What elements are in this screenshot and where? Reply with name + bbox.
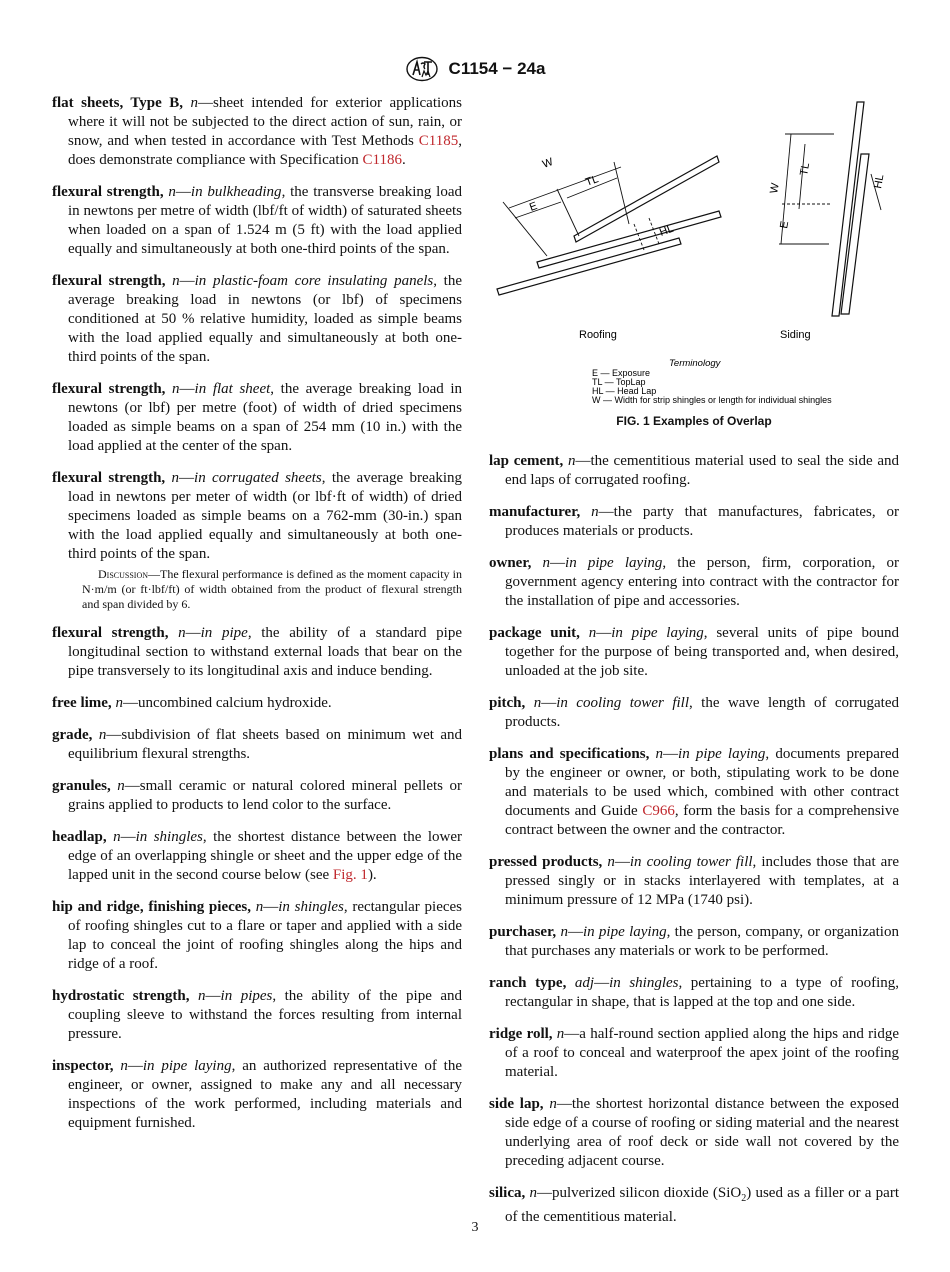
part-of-speech: n	[529, 1185, 537, 1201]
definition-text: , the ability of a standard pipe longitudinal section to withstand external loads that bear on the pipe transversely to its longitudinal axis and induce bending.	[68, 625, 463, 679]
defined-term: silica,	[489, 1185, 526, 1201]
defined-term: plans and specifications,	[489, 746, 650, 762]
cross-reference-link[interactable]: Fig. 1	[332, 867, 368, 883]
definition-entry: purchaser, n—in pipe laying, the person, company, or organization that purchases any materials or work to be performed.	[489, 924, 899, 959]
subject-field: in shingles	[278, 899, 344, 915]
definition-entry: flexural strength, n—in plastic-foam core insulating panels, the average breaking load in newtons (or lbf) of specimens conditioned at 50 % relative humidity, loaded as simple beams with the load applied equally and simultaneously at both one-third points of the span.	[52, 273, 462, 365]
defined-term: manufacturer,	[489, 504, 581, 520]
defined-term: free lime,	[52, 695, 112, 711]
label-w-roofing: W	[540, 155, 555, 171]
defined-term: hydrostatic strength,	[52, 988, 190, 1004]
definition-entry	[489, 1095, 899, 1171]
definition-text: —a half-round section applied along the hips and ridge of a roof to conceal and waterproof the apex joint of the roofing material.	[505, 1026, 899, 1080]
part-of-speech: n	[117, 778, 125, 794]
definition-text: , the wave length of corrugated products.	[505, 695, 900, 730]
subject-field: in pipe laying	[678, 746, 766, 762]
part-of-speech: n	[549, 1096, 557, 1112]
definition-entry: plans and specifications, n—in pipe laying, documents prepared by the engineer or owner, or both, stipulating work to be done and materials to be used which, combined with other contract documents and Guide C966, form the basis for a comprehensive contract between the owner and the contractor.	[489, 746, 900, 838]
part-of-speech: n	[607, 854, 615, 870]
definition-text: , rectangular pieces of roofing shingles cut to a flare or taper and applied with a side lap to conceal the joint of roofing shingles along the hips and ridge of a roof.	[68, 899, 463, 972]
roofing-diagram	[497, 156, 721, 295]
subject-field: in pipe laying	[582, 924, 667, 940]
figure-1	[489, 94, 899, 434]
roofing-sheet-lower	[497, 238, 681, 295]
definition-text: ).	[367, 867, 377, 883]
label-hl-roofing: HL	[657, 222, 676, 239]
standard-designation: C1154 − 24a	[448, 59, 546, 78]
definition-entry: ranch type, adj—in shingles, pertaining to a type of roofing, rectangular in shape, that is lapped at the top and one side.	[489, 975, 900, 1010]
astm-logo-icon	[405, 56, 439, 82]
definition-text: , the ability of the pipe and coupling sleeve to withstand the forces resulting from internal pressure.	[68, 988, 463, 1042]
definition-entry: pressed products, n—in cooling tower fill, includes those that are pressed singly or in stacks interlayered with templates, at a minimum pressure of 12 MPa (1740 psi).	[489, 854, 899, 908]
definition-entry: flexural strength, n—in pipe, the ability of a standard pipe longitudinal section to withstand external loads that bear on the pipe transversely to its longitudinal axis and induce bending.	[52, 625, 463, 679]
defined-term: flexural strength,	[52, 470, 166, 486]
defined-term: inspector,	[52, 1058, 114, 1074]
definition-text: , several units of pipe bound together for the purpose of being transported and, when desired, unloaded at the job site.	[505, 625, 899, 679]
definition-text: , the person, firm, corporation, or government agency entering into contract with the contractor for the installation of pipe and accessories.	[505, 555, 899, 609]
definition-entry: hydrostatic strength, n—in pipes, the ability of the pipe and coupling sleeve to withstand the forces resulting from internal pressure.	[52, 988, 463, 1042]
definition-entry	[489, 503, 899, 541]
definition-text: —the shortest horizontal distance between the exposed side edge of a course of roofing or siding material and the nearest underlying area of roof deck or side wall not covered by the preceding adjacent course.	[505, 1096, 900, 1169]
part-of-speech: n	[98, 727, 107, 743]
terminology-title: Terminology	[669, 358, 721, 369]
subject-field: in pipe	[200, 625, 248, 641]
definition-entry: headlap, n—in shingles, the shortest distance between the lower edge of an overlapping shingle or sheet and the upper edge of the lapped unit in the second course below (see Fig. 1).	[52, 829, 463, 883]
definition-entry	[489, 452, 899, 490]
defined-term: package unit,	[489, 625, 580, 641]
part-of-speech: n	[178, 625, 186, 641]
siding-diagram	[832, 102, 869, 316]
part-of-speech: n	[190, 95, 199, 111]
part-of-speech: n	[115, 695, 123, 711]
label-tl-roofing: TL	[583, 173, 601, 189]
definition-entry: pitch, n—in cooling tower fill, the wave length of corrugated products.	[489, 695, 900, 730]
definition-text: —pulverized silicon dioxide (SiO	[536, 1185, 742, 1201]
label-tl-siding: TL	[798, 161, 813, 177]
part-of-speech: n	[560, 924, 568, 940]
definition-entry	[52, 726, 462, 764]
definition-entry: owner, n—in pipe laying, the person, firm, corporation, or government agency entering into contract with the contractor for the installation of pipe and accessories.	[489, 555, 899, 609]
definition-entry: flexural strength, n—in flat sheet, the average breaking load in newtons (or lbf) per metre (foot) of width of dried specimens loaded as simple beams on a span of 254 mm (10 in.) with the load applied at the center of the span.	[52, 381, 463, 454]
defined-term: flexural strength,	[52, 381, 166, 397]
part-of-speech: n	[588, 625, 597, 641]
roofing-sheet-middle	[537, 211, 721, 268]
definition-entry	[52, 94, 462, 170]
defined-term: ridge roll,	[489, 1026, 553, 1042]
discussion-text: —The flexural performance is defined as the moment capacity in N·m/m (or ft·lbf/ft) of width obtained from the product of flexural strength and span divided by 6.	[82, 567, 462, 611]
label-w-siding: W	[768, 182, 782, 195]
definition-text: ) used as a filler or a part of the cementitious material.	[505, 1185, 899, 1225]
part-of-speech: n	[542, 555, 551, 571]
cross-reference-link[interactable]: C1186	[362, 152, 402, 168]
part-of-speech: n	[533, 695, 542, 711]
defined-term: ranch type,	[489, 975, 567, 991]
term-headlap: HL — Head Lap	[592, 386, 657, 396]
label-hl-siding: HL	[872, 173, 887, 190]
subject-field: in corrugated sheets	[194, 470, 322, 486]
part-of-speech: n	[172, 273, 180, 289]
definition-text: , does demonstrate compliance with Specification	[68, 133, 462, 168]
definition-text: , the person, company, or organization that purchases any materials or work to be performed.	[505, 924, 899, 959]
subject-field: in cooling tower fill	[556, 695, 689, 711]
defined-term: pitch,	[489, 695, 526, 711]
part-of-speech: n	[255, 899, 264, 915]
part-of-speech: n	[113, 829, 121, 845]
part-of-speech: n	[172, 381, 180, 397]
definition-entry	[489, 1025, 899, 1082]
subject-field: in shingles	[609, 975, 679, 991]
definition-text: , the average breaking load in newtons (or lbf) of specimens conditioned at 50 % relative humidity, loaded as simple beams with the load applied equally and simultaneously at both one-third points of the span.	[68, 273, 462, 365]
subject-field: in pipes	[220, 988, 273, 1004]
discussion-note	[68, 567, 462, 612]
definition-text: , the average breaking load in newtons per meter of width (or lbf·ft of width) of dried specimens loaded as simple beams on a 762-mm (30-in.) span with the load applied equally and simultaneously at both one-third points of the span.	[68, 470, 463, 562]
part-of-speech: n	[120, 1058, 128, 1074]
definition-text: , the average breaking load in newtons (or lbf) per metre (foot) of width of dried specimens loaded as simple beams on a span of 254 mm (10 in.) with the load applied at the center of the span.	[68, 381, 463, 454]
subject-field: in bulkheading	[190, 184, 282, 200]
part-of-speech: n	[556, 1026, 565, 1042]
part-of-speech: adj	[574, 975, 595, 991]
label-e-siding: E	[778, 220, 792, 230]
defined-term: flexural strength,	[52, 184, 164, 200]
definition-text: —sheet intended for exterior applications where it will not be subjected to the direct action of sun, rain, or snow, and when tested in accordance with Test Methods	[68, 95, 462, 149]
defined-term: pressed products,	[489, 854, 603, 870]
subject-field: in pipe laying	[142, 1058, 232, 1074]
definition-text: , form the basis for a comprehensive contract between the owner and the contractor.	[505, 803, 899, 838]
part-of-speech: n	[168, 184, 176, 200]
defined-term: flat sheets, Type B,	[52, 95, 184, 111]
definition-entry	[52, 694, 462, 713]
label-siding: Siding	[780, 329, 811, 341]
defined-term: flexural strength,	[52, 625, 169, 641]
part-of-speech: n	[171, 470, 180, 486]
defined-term: flexural strength,	[52, 273, 166, 289]
left-column	[52, 94, 462, 1146]
definition-text: —uncombined calcium hydroxide.	[122, 695, 332, 711]
subject-field: in shingles	[135, 829, 203, 845]
definition-text: —the party that manufactures, fabricates, or produces materials or products.	[505, 504, 899, 539]
overlap-diagram	[489, 94, 899, 414]
definition-text: .	[401, 152, 406, 168]
roofing-sheet-upper	[574, 156, 719, 242]
label-e-roofing: E	[527, 200, 539, 214]
subject-field: in flat sheet	[194, 381, 271, 397]
term-width: W — Width for strip shingles or length for individual shingles	[592, 395, 832, 405]
defined-term: grade,	[52, 727, 93, 743]
definition-text: , the transverse breaking load in newtons per metre of width (lbf/ft of width) of saturated sheets when loaded on a span of 1.524 m (5 ft) with the load applied equally and simultaneously at both one-third points of the span.	[68, 184, 462, 257]
defined-term: headlap,	[52, 829, 107, 845]
defined-term: purchaser,	[489, 924, 557, 940]
definition-text: —small ceramic or natural colored mineral pellets or grains applied to products to lend color to the surface.	[68, 778, 463, 813]
part-of-speech: n	[591, 504, 599, 520]
definition-entry: flexural strength, n—in bulkheading, the transverse breaking load in newtons per metre of width (lbf/ft of width) of saturated sheets when loaded on a span of 1.524 m (5 ft) with the load applied equally and simultaneously at both one-third points of the span.	[52, 184, 462, 257]
cross-reference-link[interactable]: C966	[642, 803, 675, 819]
right-column	[489, 452, 899, 1240]
definition-entry: hip and ridge, finishing pieces, n—in shingles, rectangular pieces of roofing shingles cut to a flare or taper and applied with a side lap to conceal the joint of roofing shingles along the hips and ridge of a roof.	[52, 899, 463, 972]
definition-text: , includes those that are pressed singly or in stacks interlayered with templates, at a minimum pressure of 12 MPa (1740 psi).	[505, 854, 899, 908]
defined-term: side lap,	[489, 1096, 544, 1112]
definition-text: , pertaining to a type of roofing, rectangular in shape, that is lapped at the top and one side.	[505, 975, 900, 1010]
definition-entry: flexural strength, n—in corrugated sheets, the average breaking load in newtons per meter of width (or lbf·ft of width) of dried specimens loaded as simple beams on a 762-mm (30-in.) span with the load applied equally and simultaneously at both one-third points of the span.	[52, 470, 463, 562]
defined-term: hip and ridge, finishing pieces,	[52, 899, 252, 915]
discussion-label: Discussion	[98, 567, 149, 581]
subject-field: in plastic-foam core insulating panels	[194, 273, 434, 289]
term-toplap: TL — TopLap	[592, 377, 646, 387]
term-exposure: E — Exposure	[592, 368, 651, 378]
part-of-speech: n	[568, 453, 576, 469]
subject-field: in cooling tower fill	[629, 854, 753, 870]
subject-field: in pipe laying	[611, 625, 704, 641]
definition-text: , the shortest distance between the lower edge of an overlapping shingle or sheet and the upper edge of the lapped unit in the second course below (see	[68, 829, 463, 883]
figure-caption: FIG. 1 Examples of Overlap	[616, 414, 772, 428]
definition-text: , an authorized representative of the engineer, or owner, assigned to make any and all necessary inspections of the work performed, including materials and equipment furnished.	[68, 1058, 463, 1131]
label-roofing: Roofing	[579, 329, 617, 341]
defined-term: granules,	[52, 778, 111, 794]
part-of-speech: n	[655, 746, 664, 762]
defined-term: owner,	[489, 555, 532, 571]
subject-field: in pipe laying	[565, 555, 663, 571]
part-of-speech: n	[198, 988, 206, 1004]
page-number: 3	[471, 1220, 479, 1235]
definition-text: , documents prepared by the engineer or owner, or both, stipulating work to be done and materials to be used which, combined with other contract documents and Guide	[505, 746, 900, 819]
definition-entry	[52, 777, 462, 815]
chemical-subscript: 2	[741, 1193, 747, 1204]
definition-entry: inspector, n—in pipe laying, an authorized representative of the engineer, or owner, assigned to make any and all necessary inspections of the work performed, including materials and equipment furnished.	[52, 1058, 463, 1131]
page-header	[0, 56, 950, 82]
definition-text: —the cementitious material used to seal the side and end laps of corrugated roofing.	[505, 453, 899, 488]
cross-reference-link[interactable]: C1185	[418, 133, 459, 149]
defined-term: lap cement,	[489, 453, 564, 469]
definition-entry: package unit, n—in pipe laying, several units of pipe bound together for the purpose of being transported and, when desired, unloaded at the job site.	[489, 625, 899, 679]
definition-text: —subdivision of flat sheets based on minimum wet and equilibrium flexural strengths.	[68, 727, 463, 762]
